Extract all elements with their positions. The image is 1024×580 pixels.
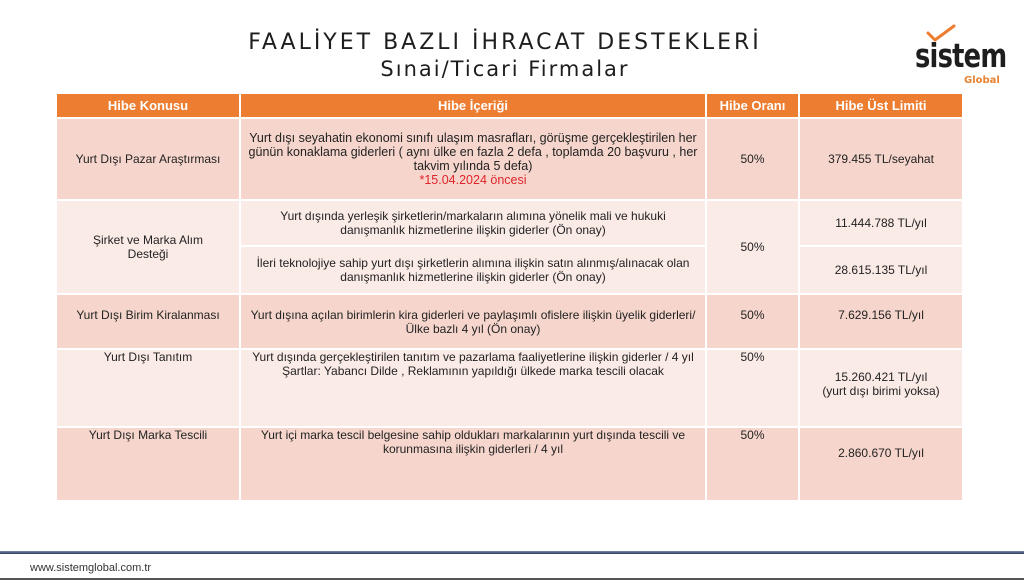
cell-icerik: Yurt içi marka tescil belgesine sahip oldukları markalarının yurt dışında tescili ve korunmasına ilişkin giderleri / 4 yıl	[240, 427, 706, 501]
cell-icerik-text: Yurt dışı seyahatin ekonomi sınıfı ulaşım masrafları, görüşme gerçekleştirilen her günün konaklama giderleri ( aynı ülke en fazla 2 defa , toplamda 20 başvuru , her takvim yılında 5 defa)	[248, 131, 698, 173]
cell-oran: 50%	[706, 118, 799, 200]
page-title: FAALİYET BAZLI İHRACAT DESTEKLERİ	[248, 30, 762, 55]
cell-icerik: Yurt dışında yerleşik şirketlerin/markaların alımına yönelik mali ve hukuki danışmanlık hizmetlerine ilişkin giderler (Ön onay)	[240, 200, 706, 246]
cell-limit: 28.615.135 TL/yıl	[799, 246, 963, 294]
cell-konu: Yurt Dışı Tanıtım	[56, 349, 240, 427]
cell-limit-value: 15.260.421 TL/yıl	[834, 370, 928, 384]
footer-website-link[interactable]: www.sistemglobal.com.tr	[30, 562, 152, 574]
cell-icerik: Yurt dışına açılan birimlerin kira giderleri ve paylaşımlı ofislere ilişkin üyelik giderleri/ Ülke bazlı 4 yıl (Ön onay)	[240, 294, 706, 349]
table-row	[56, 427, 963, 501]
support-table	[55, 92, 964, 502]
column-header-oran: Hibe Oranı	[706, 93, 799, 118]
cell-konu: Yurt Dışı Marka Tescili	[56, 427, 240, 501]
cell-oran: 50%	[706, 349, 799, 427]
table-row	[56, 349, 963, 427]
logo-sub: Global	[964, 75, 1000, 86]
footer-divider	[0, 551, 1024, 554]
column-header-konu: Hibe Konusu	[56, 93, 240, 118]
column-header-limit: Hibe Üst Limiti	[799, 93, 963, 118]
cell-limit: 379.455 TL/seyahat	[799, 118, 963, 200]
cell-icerik-note: *15.04.2024 öncesi	[419, 173, 527, 187]
cell-konu: Şirket ve Marka Alım Desteği	[56, 200, 240, 294]
logo-word: sistem	[915, 36, 1007, 75]
cell-icerik: İleri teknolojiye sahip yurt dışı şirketlerin alımına ilişkin satın alınmış/alınacak olan danışmanlık hizmetlerine ilişkin giderler (Ön onay)	[240, 246, 706, 294]
column-header-icerik: Hibe İçeriği	[240, 93, 706, 118]
cell-oran: 50%	[706, 427, 799, 501]
table-row	[56, 200, 963, 246]
cell-limit: 7.629.156 TL/yıl	[799, 294, 963, 349]
cell-icerik: Yurt dışında gerçekleştirilen tanıtım ve pazarlama faaliyetlerine ilişkin giderler / 4 yıl Şartlar: Yabancı Dilde , Reklamının yapıldığı ülkede marka tescili olacak	[240, 349, 706, 427]
cell-icerik	[240, 118, 706, 200]
cell-limit: 11.444.788 TL/yıl	[799, 200, 963, 246]
cell-limit-note: (yurt dışı birimi yoksa)	[822, 384, 940, 398]
cell-konu: Yurt Dışı Pazar Araştırması	[56, 118, 240, 200]
sistem-global-logo	[912, 24, 1012, 88]
cell-oran: 50%	[706, 200, 799, 294]
page-subtitle: Sınai/Ticari Firmalar	[380, 57, 630, 81]
table-header-row	[56, 93, 963, 118]
cell-konu: Yurt Dışı Birim Kiralanması	[56, 294, 240, 349]
table-row	[56, 118, 963, 200]
cell-limit	[799, 349, 963, 427]
table-row	[56, 294, 963, 349]
cell-oran: 50%	[706, 294, 799, 349]
cell-limit: 2.860.670 TL/yıl	[799, 427, 963, 501]
